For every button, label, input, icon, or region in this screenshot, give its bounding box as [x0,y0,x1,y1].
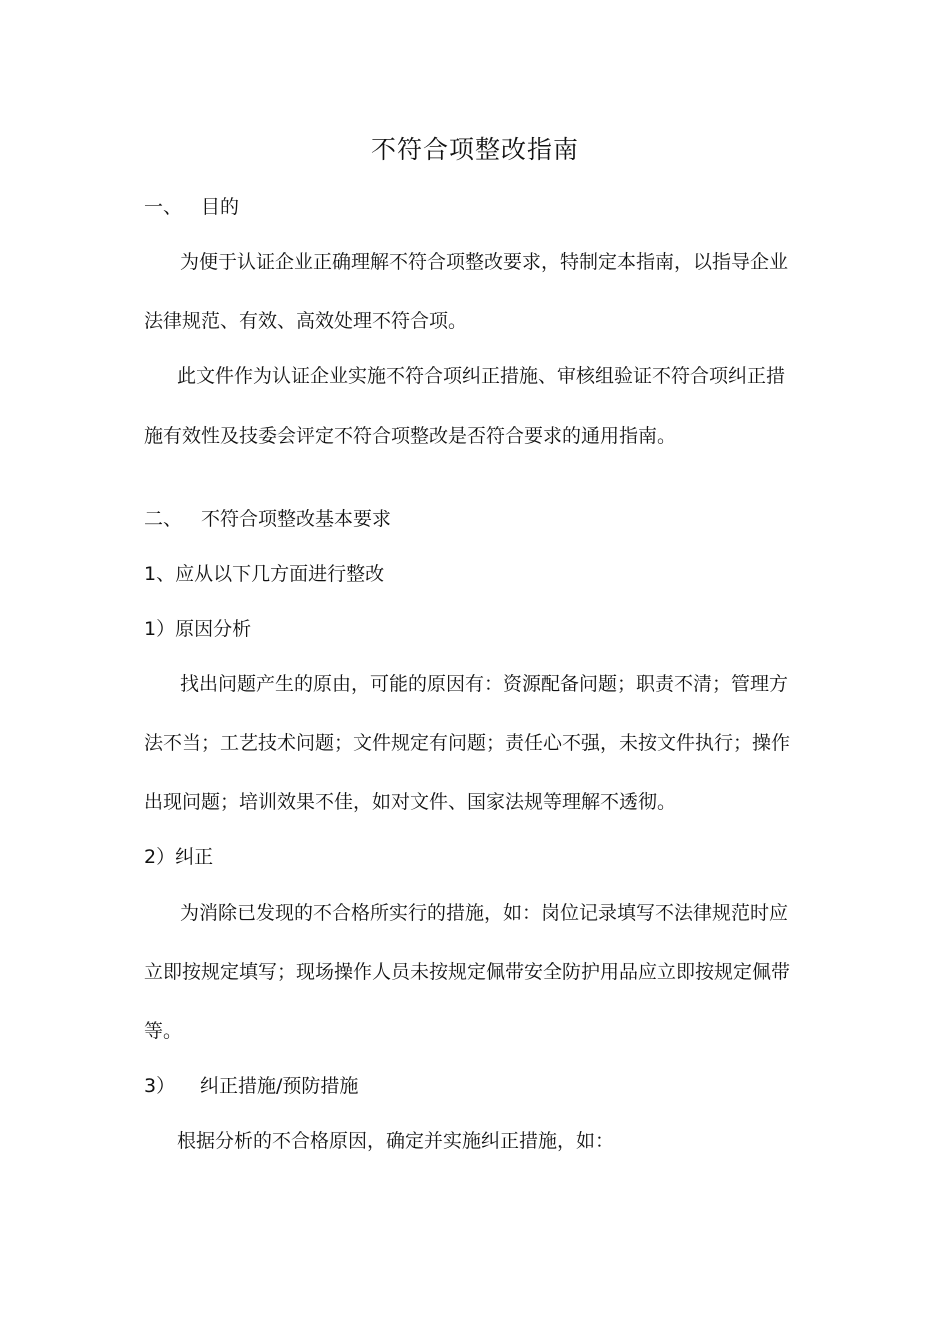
paragraph-line: 等。 [144,1020,183,1042]
document-title: 不符合项整改指南 [370,135,579,164]
paragraph-line: 此文件作为认证企业实施不符合项纠正措施、审核组验证不符合项纠正措 [177,365,786,387]
paragraph-line: 出现问题；培训效果不佳，如对文件、国家法规等理解不透彻。 [144,791,677,813]
item-heading: 1、应从以下几方面进行整改 [144,563,385,585]
subitem-heading [144,1071,358,1101]
paragraph-line: 为消除已发现的不合格所实行的措施，如：岗位记录填写不法律规范时应 [180,902,789,924]
paragraph-line: 根据分析的不合格原因，确定并实施纠正措施，如： [177,1130,615,1152]
section-2-number: 二、 [144,508,183,530]
section-2-heading [144,504,391,534]
paragraph-line: 找出问题产生的原由，可能的原因有：资源配备问题；职责不清；管理方 [180,673,789,695]
subitem-heading: 1）原因分析 [144,618,252,640]
paragraph-line: 立即按规定填写；现场操作人员未按规定佩带安全防护用品应立即按规定佩带 [144,961,791,983]
paragraph-line: 为便于认证企业正确理解不符合项整改要求，特制定本指南，以指导企业 [180,251,789,273]
section-1-title: 目的 [201,196,240,218]
paragraph-line: 法律规范、有效、高效处理不符合项。 [144,310,468,332]
section-2-title: 不符合项整改基本要求 [201,508,392,530]
subitem-heading: 2）纠正 [144,846,214,868]
paragraph-line: 法不当；工艺技术问题；文件规定有问题；责任心不强，未按文件执行；操作 [144,732,791,754]
section-1-heading [144,192,239,222]
paragraph-line: 施有效性及技委会评定不符合项整改是否符合要求的通用指南。 [144,425,677,447]
subitem-3-number: 3） [144,1075,176,1097]
subitem-3-title: 纠正措施/预防措施 [200,1075,359,1097]
section-1-number: 一、 [144,196,183,218]
